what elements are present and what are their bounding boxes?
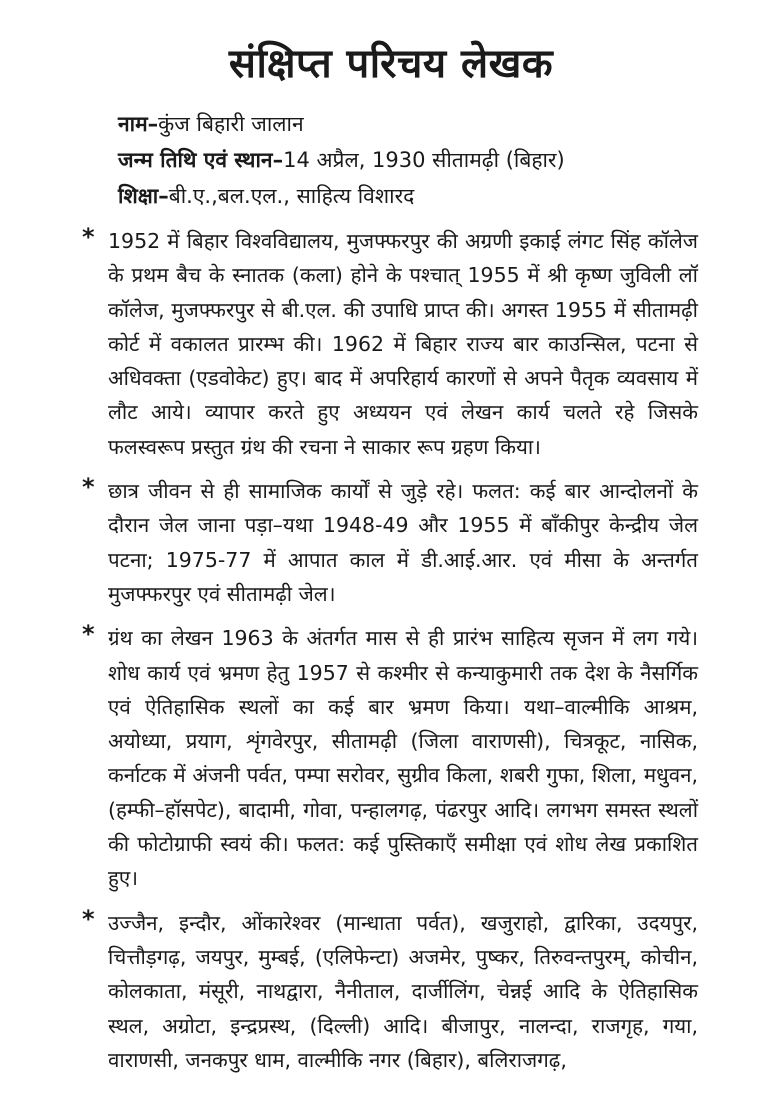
bio-section-education-career bbox=[84, 224, 698, 464]
birth-value: 14 अप्रैल, 1930 सीतामढ़ी (बिहार) bbox=[283, 148, 565, 172]
section-text: छात्र जीवन से ही सामाजिक कार्यों से जुड़े रहे। फलत: कई बार आन्दोलनों के दौरान जेल जाना पड़ा–यथा 1948-49 और 1955 में बाँकीपुर केन्द्रीय जेल पटना; 1975-77 में आपात काल में डी.आई.आर. एवं मीसा के अन्तर्गत मुजफ्फरपुर एवं सीतामढ़ी जेल। bbox=[108, 479, 698, 606]
section-text: ग्रंथ का लेखन 1963 के अंतर्गत मास से ही प्रारंभ साहित्य सृजन में लग गये। शोध कार्य एवं भ्रमण हेतु 1957 से कश्मीर से कन्याकुमारी तक देश के नैसर्गिक एवं ऐतिहासिक स्थलों का कई बार भ्रमण किया। यथा–वाल्मीकि आश्रम, अयोध्या, प्रयाग, शृंगवेरपुर, सीतामढ़ी (जिला वाराणसी), चित्रकूट, नासिक, कर्नाटक में अंजनी पर्वत, पम्पा सरोवर, सुग्रीव किला, शबरी गुफा, शिला, मधुवन, (हम्फी–हॉसपेट), बादामी, गोवा, पन्हालगढ़, पंढरपुर आदि। लगभग समस्त स्थलों की फोटोग्राफी स्वयं की। फलत: कई पुस्तिकाएँ समीक्षा एवं शोध लेख प्रकाशित हुए। bbox=[108, 626, 698, 891]
bullet-asterisk-icon: * bbox=[82, 223, 95, 251]
bullet-asterisk-icon: * bbox=[82, 904, 95, 933]
name-label: नाम– bbox=[118, 112, 159, 136]
bio-section-places-visited bbox=[84, 906, 698, 1077]
bullet-asterisk-icon: * bbox=[82, 620, 95, 649]
education-label: शिक्षा– bbox=[118, 184, 169, 208]
education-line bbox=[118, 178, 698, 214]
name-value: कुंज बिहारी जालान bbox=[158, 112, 304, 136]
page-title: संक्षिप्त परिचय लेखक bbox=[228, 41, 554, 87]
birth-label: जन्म तिथि एवं स्थान– bbox=[118, 148, 284, 172]
section-text: 1952 में बिहार विश्वविद्यालय, मुजफ्फरपुर की अग्रणी इकाई लंगट सिंह कॉलेज के प्रथम बैच के स्नातक (कला) होने के पश्चात् 1955 में श्री कृष्ण जुविली लॉ कॉलेज, मुजफ्फरपुर से बी.एल. की उपाधि प्राप्त की। अगस्त 1955 में सीतामढ़ी कोर्ट में वकालत प्रारम्भ की। 1962 में बिहार राज्य बार काउन्सिल, पटना से अधिवक्ता (एडवोकेट) हुए। बाद में अपरिहार्य कारणों से अपने पैतृक व्यवसाय में लौट आये। व्यापार करते हुए अध्ययन एवं लेखन कार्य चलते रहे जिसके फलस्वरूप प्रस्तुत ग्रंथ की रचना ने साकार रूप ग्रहण किया। bbox=[108, 229, 698, 459]
name-line bbox=[118, 106, 698, 142]
birth-line bbox=[118, 142, 698, 178]
bio-section-social-work bbox=[84, 474, 698, 611]
section-text: उज्जैन, इन्दौर, ओंकारेश्वर (मान्धाता पर्वत), खजुराहो, द्वारिका, उदयपुर, चित्तौड़गढ़, जयपुर, मुम्बई, (एलिफेन्टा) अजमेर, पुष्कर, तिरुवन्तपुरम्, कोचीन, कोलकाता, मंसूरी, नाथद्वारा, नैनीताल, दार्जीलिंग, चेन्नई आदि के ऐतिहासिक स्थल, अग्रोटा, इन्द्रप्रस्थ, (दिल्ली) आदि। बीजापुर, नालन्दा, राजगृह, गया, वाराणसी, जनकपुर धाम, वाल्मीकि नगर (बिहार), बलिराजगढ़, bbox=[108, 910, 698, 1072]
education-value: बी.ए.,बल.एल., साहित्य विशारद bbox=[168, 184, 415, 208]
author-info bbox=[118, 106, 698, 214]
bullet-asterisk-icon: * bbox=[82, 473, 95, 502]
bio-section-writing-travel bbox=[84, 621, 698, 895]
